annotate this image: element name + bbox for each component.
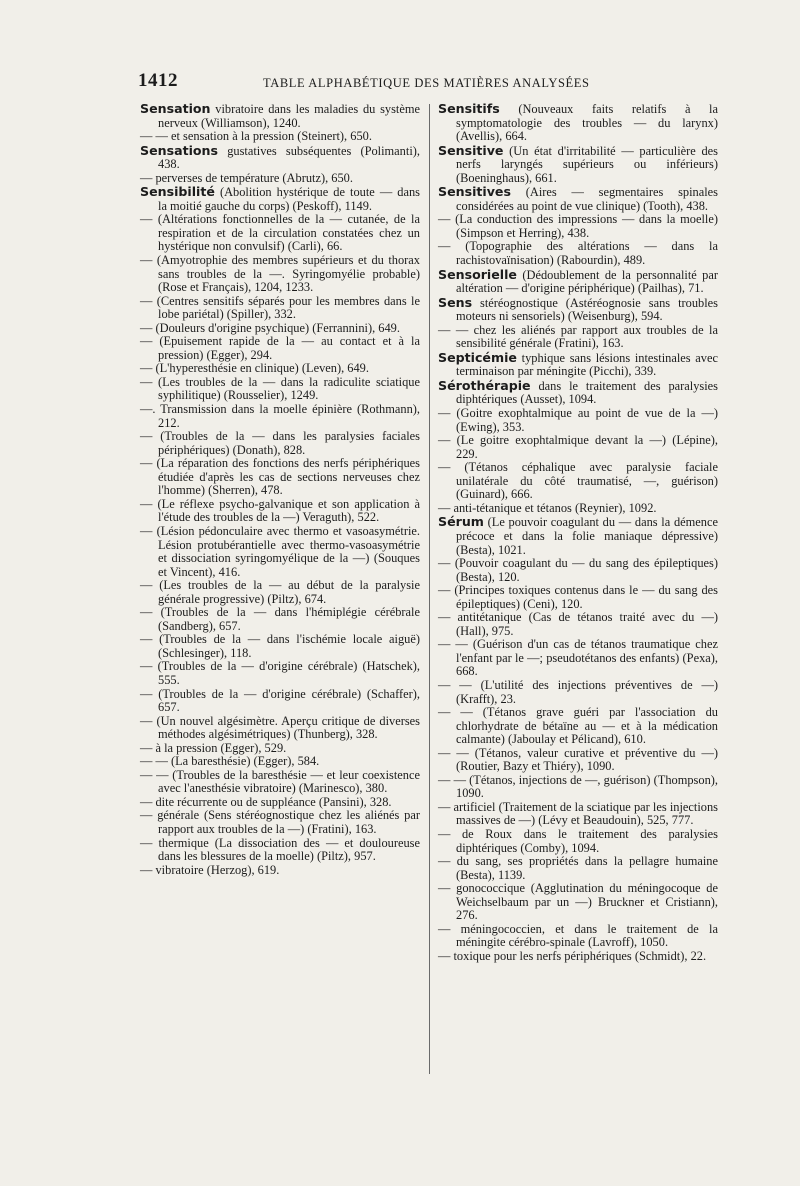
index-entry xyxy=(438,213,718,240)
entry-text: — anti-tétanique et tétanos (Reynier), 1092. xyxy=(438,500,657,515)
index-entry xyxy=(438,351,718,379)
entry-text: — (Le réflexe psycho-galvanique et son application à l'étude des troubles de la —) Veraguth), 522. xyxy=(140,496,420,525)
entry-text: — (Les troubles de la — dans la radiculite sciatique syphilitique) (Rousselier), 1249. xyxy=(140,374,420,403)
entry-text: — (La conduction des impressions — dans la moelle) (Simpson et Herring), 438. xyxy=(438,212,718,240)
column-divider xyxy=(429,104,430,1074)
index-entry xyxy=(140,525,420,579)
entry-headword: Sensibilité xyxy=(140,184,215,200)
entry-text: — (Amyotrophie des membres supérieurs et du thorax sans troubles de la —. Syringomyélie probable) (Rose et Français), 1204, 1233. xyxy=(140,253,420,295)
index-entry xyxy=(140,130,420,144)
entry-text: — (Pouvoir coagulant du — du sang des épileptiques) (Besta), 120. xyxy=(438,556,718,584)
entry-text: — (Troubles de la — d'origine cérébrale) (Schaffer), 657. xyxy=(140,686,420,715)
entry-text: — gonococcique (Agglutination du méningocoque de Weichselbaum par un —) Bruckner et Cristiann), 276. xyxy=(438,881,718,923)
entry-text: — artificiel (Traitement de la sciatique par les injections massives de —) (Lévy et Beaudouin), 525, 777. xyxy=(438,799,718,828)
index-entry xyxy=(140,144,420,172)
entry-text: — thermique (La dissociation des — et douloureuse dans les blessures de la moelle) (Piltz), 957. xyxy=(140,835,420,864)
index-entry xyxy=(140,809,420,836)
entry-text: — (Tétanos céphalique avec paralysie faciale unilatérale du côté traumatisé, —, guérison) (Guinard), 666. xyxy=(438,460,718,502)
entry-text: — — chez les aliénés par rapport aux troubles de la sensibilité générale (Fratini), 163. xyxy=(438,322,718,351)
entry-text: (Un état d'irritabilité — particulière des nerfs laryngés supérieurs ou inférieurs) (Boeninghaus), 661. xyxy=(456,143,718,185)
entry-text: — — (Tétanos, valeur curative et préventive du —) (Routier, Bazy et Thiéry), 1090. xyxy=(438,745,718,774)
index-entry xyxy=(140,837,420,864)
index-entry xyxy=(438,502,718,516)
entry-text: (Nouveaux faits relatifs à la symptomatologie des troubles — du larynx) (Avellis), 664. xyxy=(456,102,718,144)
index-entry xyxy=(140,579,420,606)
index-entry xyxy=(438,144,718,186)
entry-text: — (La réparation des fonctions des nerfs périphériques étudiée d'après les cas de sections nerveuses chez l'homme) (Sherren), 478. xyxy=(140,456,420,498)
page-header xyxy=(138,70,738,96)
entry-text: — du sang, ses propriétés dans la pellagre humaine (Besta), 1139. xyxy=(438,854,718,882)
entry-text: — — et sensation à la pression (Steinert), 650. xyxy=(140,129,372,144)
index-entry xyxy=(438,407,718,434)
entry-headword: Sensitifs xyxy=(438,101,500,116)
index-entry xyxy=(140,254,420,295)
index-entry xyxy=(140,172,420,186)
index-entry xyxy=(140,688,420,715)
index-entry xyxy=(438,638,718,679)
entry-text: — vibratoire (Herzog), 619. xyxy=(140,862,280,877)
entry-text: — (Les troubles de la — au début de la paralysie générale progressive) (Piltz), 674. xyxy=(140,578,420,606)
index-entry xyxy=(438,584,718,611)
entry-text: — (Un nouvel algésimètre. Aperçu critique de diverses méthodes algésimétriques) (Thunberg), 328. xyxy=(140,713,420,742)
entry-text: — de Roux dans le traitement des paralysies diphtériques (Comby), 1094. xyxy=(438,826,718,855)
index-entry xyxy=(438,679,718,706)
index-entry xyxy=(438,950,718,964)
entry-text: — (Topographie des altérations — dans la rachistovaïnisation) (Rabourdin), 489. xyxy=(438,239,718,268)
entry-headword: Sensation xyxy=(140,101,211,116)
index-entry xyxy=(438,379,718,407)
index-entry xyxy=(140,498,420,525)
index-entry xyxy=(438,296,718,324)
entry-headword: Sensations xyxy=(140,142,219,158)
entry-text: (Dédoublement de la personnalité par altération — d'origine périphérique) (Pailhas), 71. xyxy=(456,267,718,296)
index-entry xyxy=(438,324,718,351)
entry-headword: Sensitive xyxy=(438,142,504,158)
entry-headword: Sens xyxy=(438,294,473,310)
index-entry xyxy=(140,430,420,457)
entry-headword: Sensitives xyxy=(438,184,511,200)
entry-text: typhique sans lésions intestinales avec terminaison par méningite (Picchi), 339. xyxy=(456,350,718,379)
index-entry xyxy=(438,828,718,855)
running-title: TABLE ALPHABÉTIQUE DES MATIÈRES ANALYSÉES xyxy=(263,76,590,90)
entry-text: — (Troubles de la — dans les paralysies faciales périphériques) (Donath), 828. xyxy=(140,429,420,457)
index-entry xyxy=(438,185,718,213)
index-entry xyxy=(140,295,420,322)
index-entry xyxy=(140,403,420,430)
index-entry xyxy=(438,855,718,882)
index-entry xyxy=(140,755,420,769)
entry-headword: Sérothérapie xyxy=(438,377,531,393)
index-entry xyxy=(438,461,718,502)
entry-text: — (Le goitre exophtalmique devant la —) (Lépine), 229. xyxy=(438,433,718,461)
entry-text: — méningococcien, et dans le traitement de la méningite cérébro-spinale (Lavroff), 1050. xyxy=(438,921,718,950)
entry-text: — perverses de température (Abrutz), 650. xyxy=(140,170,353,185)
index-entry xyxy=(140,362,420,376)
index-entry xyxy=(140,335,420,362)
index-entry xyxy=(140,457,420,498)
index-entry xyxy=(140,376,420,403)
left-column xyxy=(140,102,420,877)
index-entry xyxy=(438,774,718,801)
entry-text: — (Troubles de la — d'origine cérébrale) (Hatschek), 555. xyxy=(140,659,420,687)
index-entry xyxy=(438,801,718,828)
index-entry xyxy=(438,706,718,747)
entry-headword: Septicémie xyxy=(438,349,517,365)
index-entry xyxy=(140,796,420,810)
index-entry xyxy=(438,611,718,638)
index-entry xyxy=(438,515,718,557)
index-entry xyxy=(140,715,420,742)
entry-text: vibratoire dans les maladies du système nerveux (Williamson), 1240. xyxy=(158,102,420,130)
index-entry xyxy=(438,240,718,267)
index-entry xyxy=(140,213,420,254)
entry-text: — — (Tétanos, injections de —, guérison) (Thompson), 1090. xyxy=(438,772,718,801)
index-entry xyxy=(438,434,718,461)
index-entry xyxy=(140,102,420,130)
index-entry xyxy=(140,633,420,660)
entry-text: — — (L'utilité des injections préventives de —) (Krafft), 23. xyxy=(438,677,718,706)
index-entry xyxy=(438,882,718,923)
entry-text: — générale (Sens stéréognostique chez les aliénés par rapport aux troubles de la —) (Fratini), 163. xyxy=(140,808,420,836)
entry-text: — (Troubles de la — dans l'ischémie locale aiguë) (Schlesinger), 118. xyxy=(140,632,420,660)
entry-text: — (Centres sensitifs séparés pour les membres dans le lobe pariétal) (Spiller), 332. xyxy=(140,293,420,322)
index-entry xyxy=(140,606,420,633)
entry-text: —. Transmission dans la moelle épinière (Rothmann), 212. xyxy=(140,402,420,430)
entry-text: (Le pouvoir coagulant du — dans la démence précoce et dans la folie maniaque dépressive) (Besta), 1021. xyxy=(456,515,718,557)
index-entry xyxy=(140,322,420,336)
entry-text: — antitétanique (Cas de tétanos traité avec du —) (Hall), 975. xyxy=(438,610,718,638)
entry-text: — à la pression (Egger), 529. xyxy=(140,740,287,755)
entry-text: — (Epuisement rapide de la — au contact et à la pression) (Egger), 294. xyxy=(140,334,420,362)
entry-text: stéréognostique (Astéréognosie sans troubles moteurs ni sensoriels) (Weisenburg), 594. xyxy=(456,295,718,324)
entry-text: — (L'hyperesthésie en clinique) (Leven), 649. xyxy=(140,361,369,376)
index-entry xyxy=(438,268,718,296)
index-entry xyxy=(438,102,718,144)
entry-text: dans le traitement des paralysies diphtériques (Ausset), 1094. xyxy=(456,378,718,407)
entry-text: — (Douleurs d'origine psychique) (Ferrannini), 649. xyxy=(140,320,400,335)
index-entry xyxy=(438,923,718,950)
index-entry xyxy=(140,769,420,796)
entry-text: — (Principes toxiques contenus dans le — du sang des épileptiques) (Ceni), 120. xyxy=(438,583,718,611)
index-entry xyxy=(140,742,420,756)
index-entry xyxy=(438,747,718,774)
index-entry xyxy=(140,185,420,213)
index-entry xyxy=(140,864,420,878)
right-column xyxy=(438,102,718,963)
entry-text: (Aires — segmentaires spinales considérées au point de vue clinique) (Tooth), 438. xyxy=(456,185,718,213)
entry-text: — — (Guérison d'un cas de tétanos traumatique chez l'enfant par le —; pseudotétanos des enfants) (Pexa), 668. xyxy=(438,637,718,679)
entry-text: — — (Troubles de la baresthésie — et leur coexistence avec l'anesthésie vibratoire) (Marinesco), 380. xyxy=(140,767,420,796)
page-number: 1412 xyxy=(138,70,178,91)
entry-text: gustatives subséquentes (Polimanti), 438. xyxy=(158,143,420,172)
entry-text: — (Goitre exophtalmique au point de vue de la —) (Ewing), 353. xyxy=(438,406,718,434)
index-entry xyxy=(438,557,718,584)
entry-text: — dite récurrente ou de suppléance (Pansini), 328. xyxy=(140,794,392,809)
entry-text: (Abolition hystérique de toute — dans la moitié gauche du corps) (Peskoff), 1149. xyxy=(158,185,420,213)
index-entry xyxy=(140,660,420,687)
entry-text: — (Lésion pédonculaire avec thermo et vasoasymétrie. Lésion protubérantielle avec thermo-vasoasymétrie et dissociation syringomyélique de la —) (Souques et Vincent), 416. xyxy=(140,523,420,579)
entry-text: — toxique pour les nerfs périphériques (Schmidt), 22. xyxy=(438,948,707,963)
entry-headword: Sensorielle xyxy=(438,266,517,282)
entry-text: — (Troubles de la — dans l'hémiplégie cérébrale (Sandberg), 657. xyxy=(140,605,420,633)
entry-text: — — (La baresthésie) (Egger), 584. xyxy=(140,754,320,769)
entry-text: — — (Tétanos grave guéri par l'association du chlorhydrate de bétaïne au — et à la médication calmante) (Jaboulay et Pélicand), 610. xyxy=(438,705,718,747)
entry-headword: Sérum xyxy=(438,514,484,530)
entry-text: — (Altérations fonctionnelles de la — cutanée, de la respiration et de la circulation constatées chez un hystérique non convulsif) (Carli), 66. xyxy=(140,212,420,254)
